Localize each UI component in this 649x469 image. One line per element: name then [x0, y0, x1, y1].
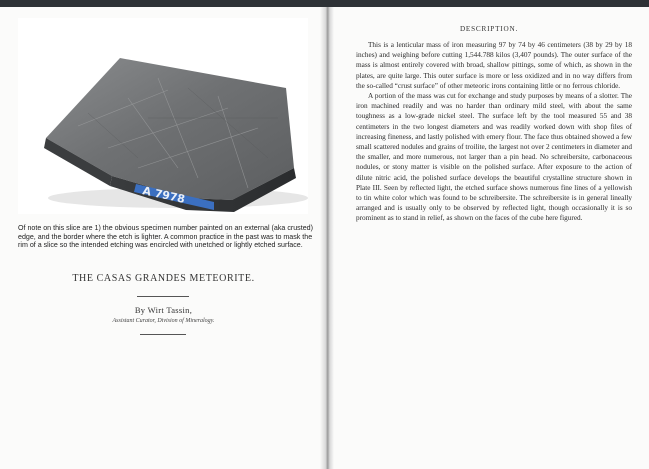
meteorite-slice-photo: [18, 18, 308, 214]
paragraph: A portion of the mass was cut for exchange and study purposes by means of a slotter. The iron machined readily and was no harder than ordinary mild steel, with about the same toughness as a low-grade nickel steel. The surface left by the tool measured 55 and 38 centimeters in the two longest diameters and was readily worked down with shop files of increasing fineness, and lastly polished with emery flour. The face thus obtained showed a few small scattered nodules and grains of troilite, the largest not over 2 centimeters in diameter and the smaller, and more numerous, not larger than a pin head. No schreibersite, carbonaceous nodules, or stony matter is visible on the polished surface. After exposure to the action of dilute nitric acid, the polished surface develops the beautiful crystalline structure shown in Plate III. Seen by reflected light, the etched surface shows numerous fine lines of a yellowish to tin white color which was found to be schreibersite. The schreibersite is in general lineally arranged and is usually only to be observed by reflected light, though occasionally it is so prominent as to stand in relief, as shown on the faces of the cube here figured.: [356, 92, 632, 223]
article-title: THE CASAS GRANDES METEORITE.: [72, 273, 255, 284]
slice-face: [46, 58, 294, 200]
specimen-number-label: A 7978: [141, 184, 187, 206]
author-affiliation: Assistant Curator, Division of Mineralogy.: [112, 318, 215, 324]
paragraph: This is a lenticular mass of iron measuring 97 by 74 by 46 centimeters (38 by 29 by 18 inches) and weighing before cutting 1,544.788 kilos (3,407 pounds). The outer surface of the mass is almost entirely covered with broad, shallow pittings, some of which, as shown in the plates, are quite large. This outer surface is more or less oxidized and in no way differs from the so-called “crust surface” of other meteoric irons containing little or no ferrous chloride.: [356, 41, 632, 90]
viewer-top-bar: [0, 0, 649, 7]
book-gutter: [320, 7, 334, 469]
article-author: By Wirt Tassin,: [134, 305, 193, 315]
section-heading: DESCRIPTION.: [459, 25, 519, 33]
photo-caption: Of note on this slice are 1) the obvious specimen number painted on an external (aka crusted) edge, and the border where the etch is lighter. A common practice in the past was to mask the rim of a slice so the intended etching was encircled with unetched or lightly etched surface.: [18, 224, 313, 250]
title-divider: [137, 296, 189, 297]
author-divider: [140, 334, 186, 335]
description-body: [356, 40, 632, 224]
